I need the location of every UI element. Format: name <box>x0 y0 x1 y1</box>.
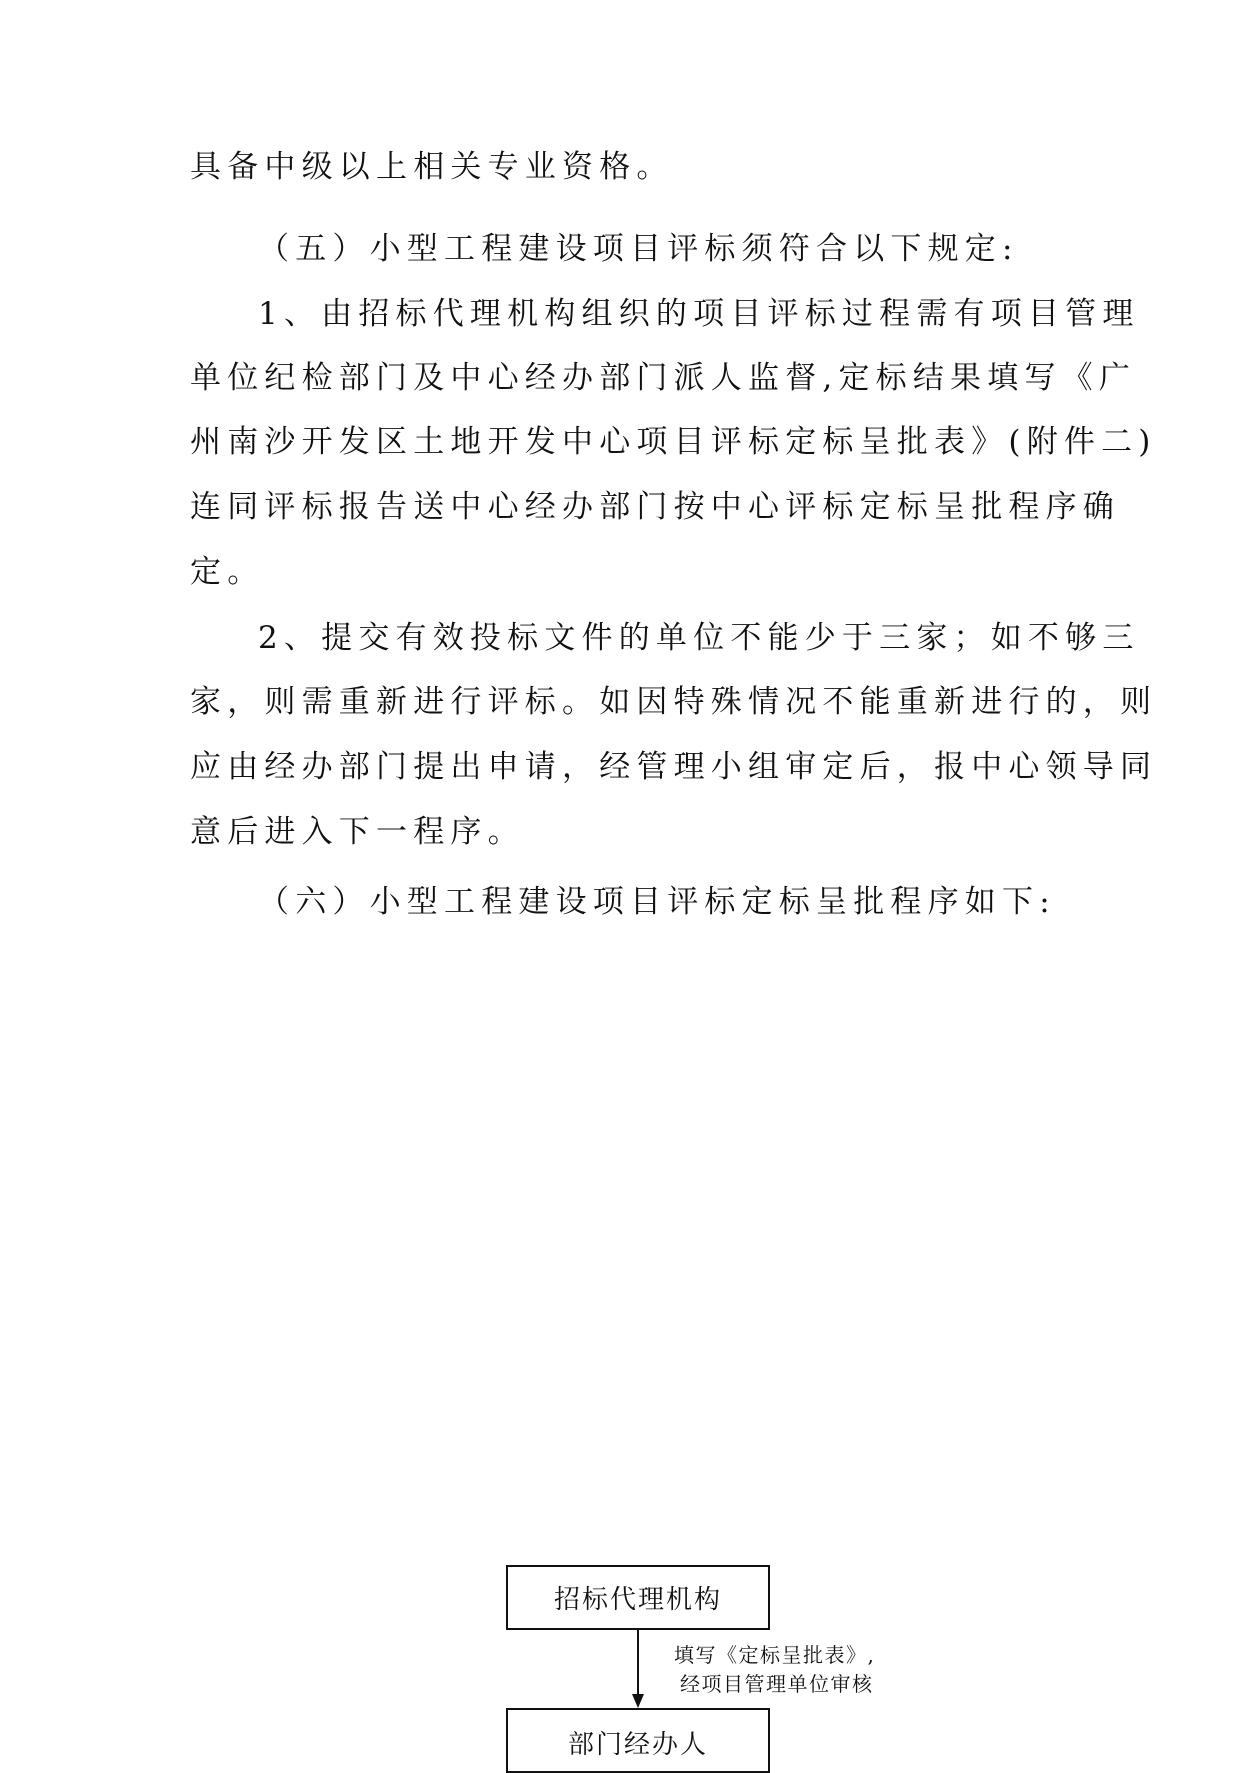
paragraph-line: 具备中级以上相关专业资格。 <box>190 149 674 185</box>
paragraph-line: 应由经办部门提出申请，经管理小组审定后，报中心领导同 <box>190 749 1158 785</box>
paragraph-line: 定。 <box>190 554 265 590</box>
paragraph-line: 单位纪检部门及中心经办部门派人监督,定标结果填写《广 <box>190 360 1137 396</box>
flowchart-box-bid-agency: 招标代理机构 <box>506 1565 770 1630</box>
paragraph-line: 连同评标报告送中心经办部门按中心评标定标呈批程序确 <box>190 489 1120 525</box>
paragraph-line: 意后进入下一程序。 <box>190 814 525 850</box>
paragraph-line: 州南沙开发区土地开发中心项目评标定标呈批表》(附件二) <box>190 424 1157 460</box>
paragraph-line: 2、提交有效投标文件的单位不能少于三家；如不够三 <box>258 620 1140 656</box>
paragraph-line: 家，则需重新进行评标。如因特殊情况不能重新进行的，则 <box>190 684 1158 720</box>
flowchart-box-department-handler: 部门经办人 <box>506 1708 770 1773</box>
section-heading-5: （五）小型工程建设项目评标须符合以下规定: <box>258 231 1019 267</box>
section-heading-6: （六）小型工程建设项目评标定标呈批程序如下: <box>258 884 1056 920</box>
paragraph-line: 1、由招标代理机构组织的项目评标过程需有项目管理 <box>258 296 1140 332</box>
flowchart-note-line: 填写《定标呈批表》, <box>674 1643 876 1667</box>
flowchart-note-line: 经项目管理单位审核 <box>680 1672 874 1696</box>
flowchart-arrow-down <box>628 1630 648 1710</box>
